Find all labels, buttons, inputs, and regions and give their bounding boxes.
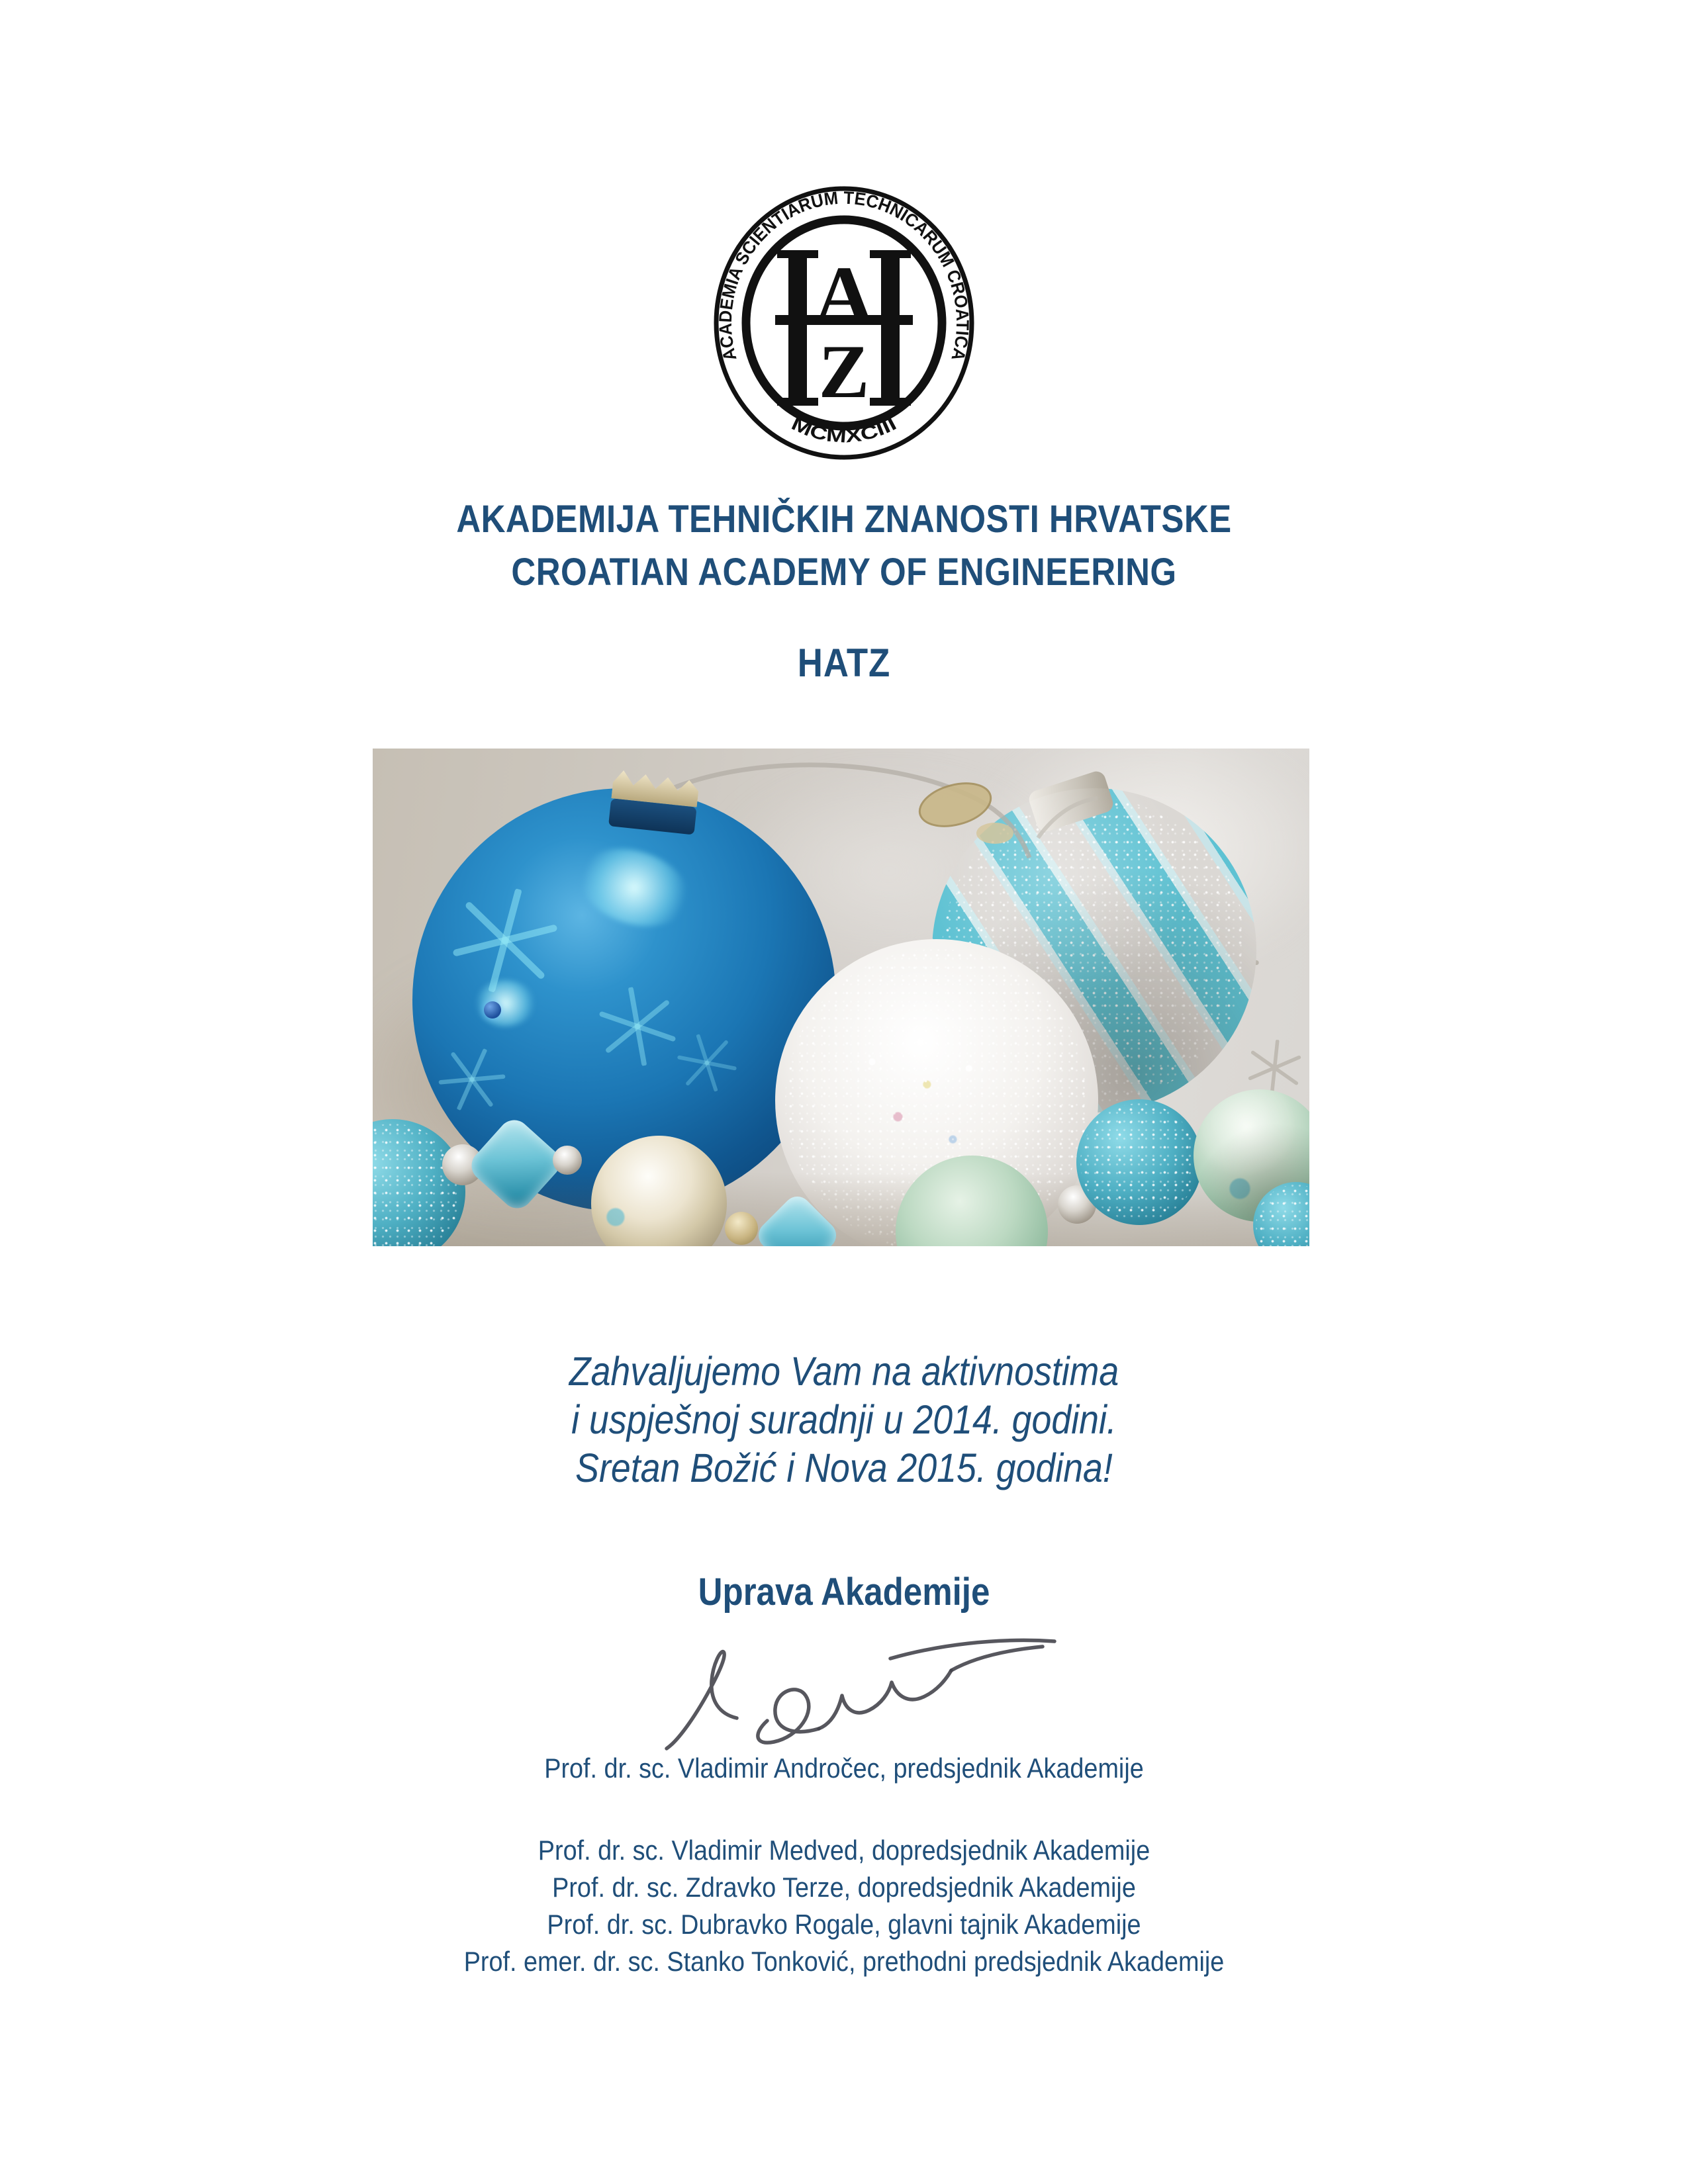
academy-title-english: CROATIAN ACADEMY OF ENGINEERING — [511, 551, 1177, 594]
snowflake-icon — [591, 980, 683, 1072]
holiday-greeting-text — [0, 1347, 1688, 1492]
sparkle-highlight — [569, 835, 699, 939]
gold-bead — [725, 1212, 758, 1245]
academy-acronym: HATZ — [797, 641, 891, 685]
academy-title-croatian: AKADEMIJA TEHNIČKIH ZNANOSTI HRVATSKE — [456, 498, 1232, 541]
hatz-academy-seal-logo — [712, 184, 976, 462]
christmas-ornaments-photo — [373, 749, 1309, 1246]
member-line: Prof. emer. dr. sc. Stanko Tonković, prethodni predsjednik Akademije — [463, 1946, 1225, 1977]
silver-bead — [553, 1146, 582, 1175]
monogram-letter-z: Z — [818, 330, 870, 414]
president-name-line: Prof. dr. sc. Vladimir Andročec, predsjednik Akademije — [544, 1752, 1144, 1784]
document-header — [0, 493, 1688, 686]
member-line: Prof. dr. sc. Vladimir Medved, dopredsjednik Akademije — [538, 1835, 1150, 1866]
member-line: Prof. dr. sc. Dubravko Rogale, glavni tajnik Akademije — [547, 1909, 1141, 1940]
gold-ribbon-clump — [915, 776, 996, 833]
greeting-line-1: Zahvaljujemo Vam na aktivnostima — [569, 1349, 1119, 1394]
seal-monogram-hatz — [775, 250, 913, 414]
ornament-crown-cap — [608, 769, 700, 836]
seal-year-text: MCMXCIII — [788, 413, 898, 447]
member-line: Prof. dr. sc. Zdravko Terze, dopredsjednik Akademije — [552, 1872, 1136, 1903]
gold-ribbon-clump — [976, 823, 1013, 844]
greeting-line-2: i uspješnoj suradnji u 2014. godini. — [571, 1397, 1117, 1442]
management-heading: Uprava Akademije — [698, 1570, 990, 1614]
monogram-letter-a: A — [814, 250, 874, 341]
blue-gem-dot — [484, 1001, 501, 1019]
sparkle-highlight — [475, 980, 535, 1026]
snowflake-icon — [669, 1025, 744, 1100]
seal-circular-text: ACADEMIA SCIENTIARUM TECHNICARUM CROATICA — [715, 187, 973, 364]
president-signature — [626, 1629, 1062, 1762]
greeting-line-3: Sretan Božić i Nova 2015. godina! — [575, 1445, 1113, 1490]
seal-graphic — [712, 184, 976, 462]
teal-glitter-ornament — [1076, 1099, 1202, 1225]
management-members-list — [0, 1832, 1688, 1980]
